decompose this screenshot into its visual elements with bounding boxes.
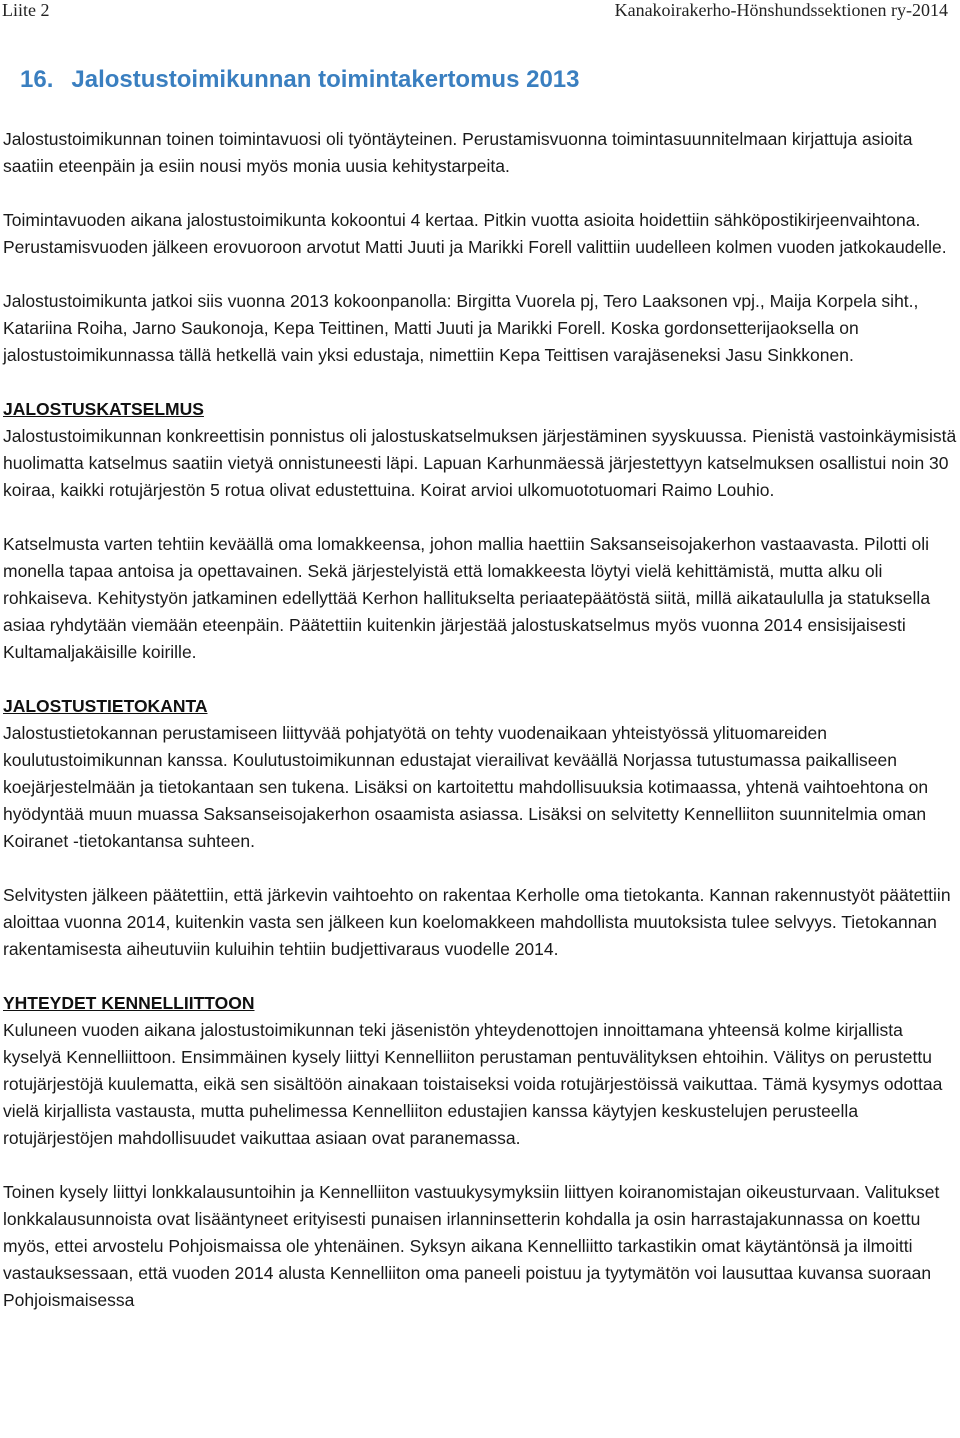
tietokanta-paragraph-2: Selvitysten jälkeen päätettiin, että järkevin vaihtoehto on rakentaa Kerholle oma tietokanta. Kannan rakennustyöt päätettiin aloittaa vuonna 2014, kuitenkin vasta sen jälkeen kun koelomakkeen mahdollista muutoksista tulee selvyys. Tietokannan rakentamisesta aiheutuviin kuluihin tehtiin budjettivaraus vuodelle 2014. (3, 885, 951, 959)
heading-jalostuskatselmus: JALOSTUSKATSELMUS (3, 399, 204, 419)
intro-paragraph-3: Jalostustoimikunta jatkoi siis vuonna 2013 kokoonpanolla: Birgitta Vuorela pj, Tero Laaksonen vpj., Maija Korpela siht., Katariina Roiha, Jarno Saukonoja, Kepa Teittinen, Matti Juuti ja Marikki Forell. Koska gordonsetterijaoksella on jalostustoimikunnassa tällä hetkellä vain yksi edustaja, nimettiin Kepa Teittisen varajäseneksi Jasu Sinkkonen. (3, 291, 919, 365)
document-body (3, 126, 958, 1314)
section-title: Jalostustoimikunnan toimintakertomus 2013 (71, 66, 580, 93)
intro-paragraph-2: Toimintavuoden aikana jalostustoimikunta kokoontui 4 kertaa. Pitkin vuotta asioita hoidettiin sähköpostikirjeenvaihtona. Perustamisvuoden jälkeen erovuoroon arvotut Matti Juuti ja Marikki Forell valittiin uudelleen kolmen vuoden jatkokaudelle. (3, 210, 947, 257)
katselmus-paragraph-1: Jalostustoimikunnan konkreettisin ponnistus oli jalostuskatselmuksen järjestäminen syyskuussa. Pienistä vastoinkäymisistä huolimatta katselmus saatiin vietyä onnistuneesti läpi. Lapuan Karhunmäessä järjestettyyn katselmuksen osallistui noin 30 koiraa, kaikki rotujärjestön 5 rotua olivat edustettuina. Koirat arvioi ulkomuototuomari Raimo Louhio. (3, 426, 957, 500)
heading-jalostustietokanta: JALOSTUSTIETOKANTA (3, 696, 208, 716)
page-title (20, 66, 580, 94)
yhteydet-paragraph-1: Kuluneen vuoden aikana jalostustoimikunnan teki jäsenistön yhteydenottojen innoittamana yhteensä kolme kirjallista kyselyä Kennelliittoon. Ensimmäinen kysely liittyi Kennelliiton perustaman pentuvälityksen ehtoihin. Välitys on perustettu rotujärjestöjä kuulematta, eikä sen sisältöön ainakaan toistaiseksi voida rotujärjestöissä vaikuttaa. Tämä kysymys odottaa vielä kirjallista vastausta, mutta puhelimessa Kennelliiton edustajien kanssa käytyjen keskustelujen perusteella rotujärjestöjen mahdollisuudet vaikuttaa asiaan ovat paranemassa. (3, 1020, 943, 1148)
section-number: 16. (20, 66, 54, 93)
katselmus-paragraph-2: Katselmusta varten tehtiin keväällä oma lomakkeensa, johon mallia haettiin Saksanseisojakerhon vastaavasta. Pilotti oli monella tapaa antoisa ja opettavainen. Sekä järjestelyistä että lomakkeesta löytyi vielä kehittämistä, mutta alku oli rohkaiseva. Kehitystyön jatkaminen edellyttää Kerhon hallitukselta periaatepäätöstä siitä, millä aikataululla ja statuksella asiaa ryhdytään viemään eteenpäin. Päätettiin kuitenkin järjestää jalostuskatselmus myös vuonna 2014 ensisijaisesti Kultamaljakäisille koirille. (3, 534, 931, 662)
tietokanta-paragraph-1: Jalostustietokannan perustamiseen liittyvää pohjatyötä on tehty vuodenaikaan yhteistyössä ylituomareiden koulutustoimikunnan kanssa. Koulutustoimikunnan edustajat vierailivat keväällä Norjassa tutustumassa paikalliseen koejärjestelmään ja tietokantaan sen tukena. Lisäksi on kartoitettu mahdollisuuksia kotimaassa, yhtenä vaihtoehtona on hyödyntää muun muassa Saksanseisojakerhon osaamista asiassa. Lisäksi on selvitetty Kennelliiton suunnitelmia oman Koiranet -tietokantansa suhteen. (3, 723, 929, 851)
header-organization: Kanakoirakerho-Hönshundssektionen ry-2014 (614, 0, 948, 20)
page-header (0, 0, 960, 26)
yhteydet-paragraph-2: Toinen kysely liittyi lonkkalausuntoihin ja Kennelliiton vastuukysymyksiin liittyen koiranomistajan oikeusturvaan. Valitukset lonkkalausunnoista ovat lisääntyneet erityisesti punaisen irlanninsetterin kohdalla ja osin harrastajakunnassa on koettu myös, ettei arvostelu Pohjoismaissa ole yhtenäinen. Syksyn aikana Kennelliitto tarkastikin omat käytäntönsä ja ilmoitti vastauksessaan, että vuoden 2014 alusta Kennelliiton oma paneeli poistuu ja tyytymätön voi lausuttaa kuvansa suoraan Pohjoismaisessa (3, 1182, 940, 1310)
heading-yhteydet-kennelliittoon: YHTEYDET KENNELLIITTOON (3, 993, 255, 1013)
header-appendix-label: Liite 2 (2, 0, 50, 20)
intro-paragraph-1: Jalostustoimikunnan toinen toimintavuosi oli työntäyteinen. Perustamisvuonna toimintasuunnitelmaan kirjattuja asioita saatiin eteenpäin ja esiin nousi myös monia uusia kehitystarpeita. (3, 129, 913, 176)
